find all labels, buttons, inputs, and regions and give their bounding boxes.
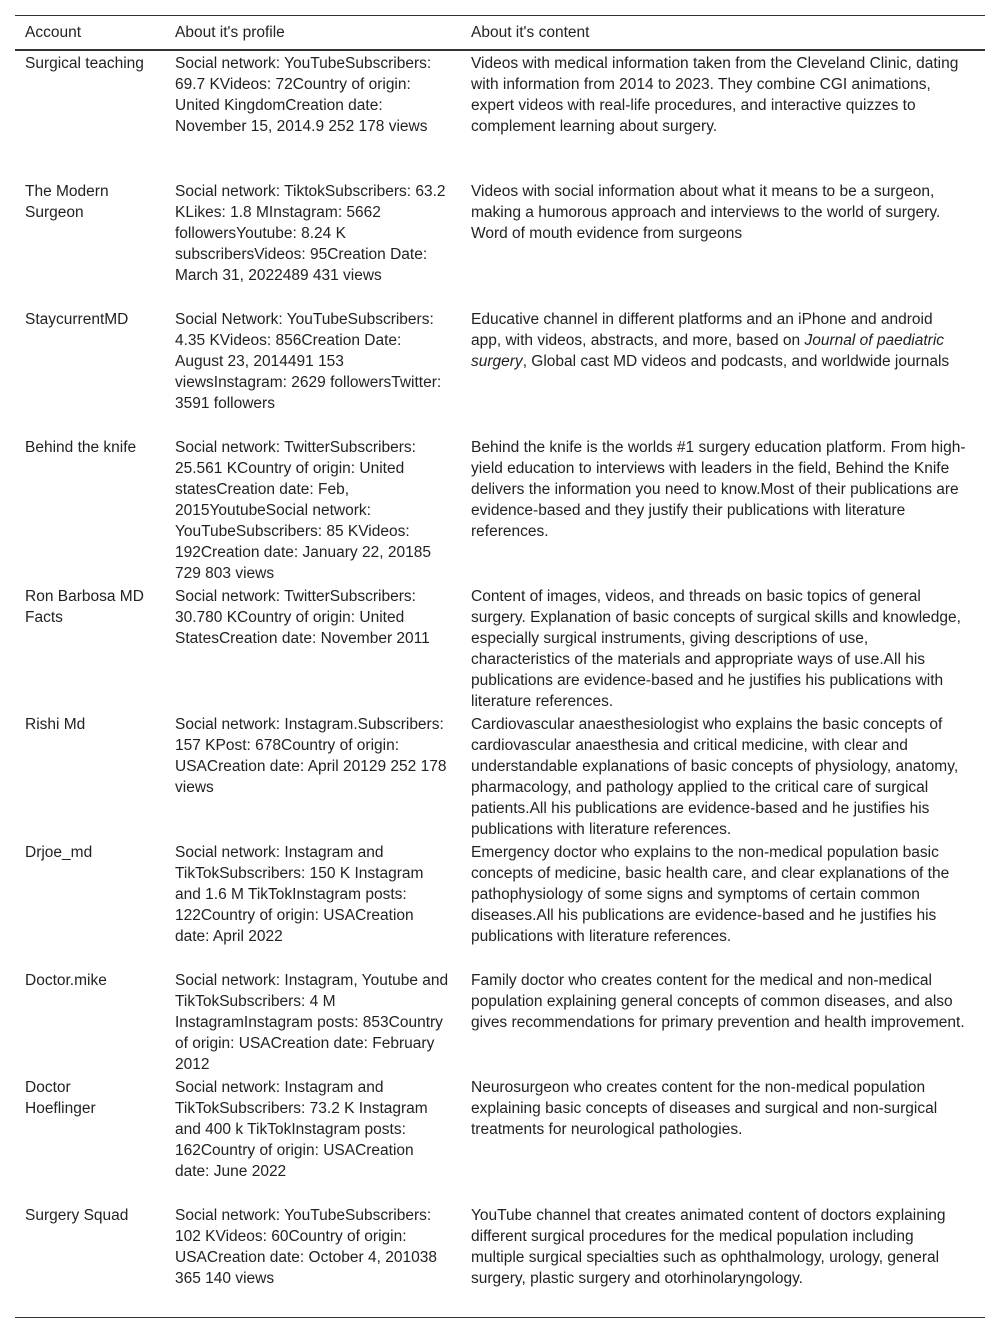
cell-content: Family doctor who creates content for the medical and non-medical population explaining general concepts of common diseases, and also gives recommendations for primary prevention and health improvement. bbox=[471, 972, 965, 1031]
table-body bbox=[15, 50, 985, 1318]
cell-content: Videos with social information about what it means to be a surgeon, making a humorous approach and interviews to the world of surgery. Word of mouth evidence from surgeons bbox=[471, 183, 941, 242]
cell-account: StaycurrentMD bbox=[25, 311, 129, 328]
cell-profile: Social network: Instagram and TikTokSubscribers: 73.2 K Instagram and 400 k TikTokInstagram posts: 162Country of origin: USACreation date: June 2022 bbox=[175, 1079, 428, 1180]
header-account: Account bbox=[25, 24, 82, 41]
journal-title: Journal of paediatric surgery bbox=[471, 332, 945, 370]
cell-account: Rishi Md bbox=[25, 716, 86, 733]
cell-content: Content of images, videos, and threads on basic topics of general surgery. Explanation of basic concepts of surgical skills and knowledge, especially surgical instruments, giving descriptions of use, characteristics of the materials and appropriate ways of use.All his publications are evidence-based and he justifies his publications with literature references. bbox=[471, 588, 961, 710]
cell-account: Drjoe_md bbox=[25, 844, 93, 861]
table-row bbox=[15, 840, 985, 968]
cell-account: Doctor.mike bbox=[25, 972, 107, 989]
cell-account: Behind the knife bbox=[25, 439, 137, 456]
accounts-table-container bbox=[15, 15, 985, 1318]
table-row bbox=[15, 50, 985, 179]
cell-content: Emergency doctor who explains to the non-medical population basic concepts of medicine, basic health care, and clear explanations of the pathophysiology of some signs and symptoms of certain common diseases.All his publications are evidence-based and he justifies his publications with literature references. bbox=[471, 844, 950, 945]
accounts-table bbox=[15, 15, 985, 1318]
table-row bbox=[15, 307, 985, 435]
table-row bbox=[15, 1075, 985, 1203]
cell-profile: Social network: Instagram, Youtube and TikTokSubscribers: 4 M InstagramInstagram posts: 853Country of origin: USACreation date: February 2012 bbox=[175, 972, 449, 1073]
cell-profile: Social Network: YouTubeSubscribers: 4.35 KVideos: 856Creation Date: August 23, 2014491 153 viewsInstagram: 2629 followersTwitter: 3591 followers bbox=[175, 311, 442, 412]
content-text-part: Educative channel in different platforms and an iPhone and android app, with videos, abstracts, and more, based on bbox=[471, 311, 933, 349]
cell-profile: Social network: Instagram and TikTokSubscribers: 150 K Instagram and 1.6 M TikTokInstagram posts: 122Country of origin: USACreation date: April 2022 bbox=[175, 844, 424, 945]
cell-content: Neurosurgeon who creates content for the non-medical population explaining basic concepts of diseases and surgical and non-surgical treatments for neurological pathologies. bbox=[471, 1079, 938, 1138]
cell-profile: Social network: Instagram.Subscribers: 157 KPost: 678Country of origin: USACreation date: April 20129 252 178 views bbox=[175, 716, 447, 796]
header-content: About it's content bbox=[471, 24, 590, 41]
cell-content: Videos with medical information taken from the Cleveland Clinic, dating with information from 2014 to 2023. They combine CGI animations, expert videos with real-life procedures, and interactive quizzes to complement learning about surgery. bbox=[471, 55, 959, 135]
cell-account: Surgery Squad bbox=[25, 1207, 129, 1224]
cell-content: Behind the knife is the worlds #1 surgery education platform. From high-yield education to interviews with leaders in the field, Behind the Knife delivers the information you need to know.Most of their publications are evidence-based and they justify their publications with literature references. bbox=[471, 439, 966, 540]
table-header bbox=[15, 16, 985, 51]
cell-account: Ron Barbosa MD Facts bbox=[25, 588, 144, 626]
table-row bbox=[15, 1203, 985, 1318]
table-row bbox=[15, 712, 985, 840]
cell-profile: Social network: TwitterSubscribers: 30.780 KCountry of origin: United StatesCreation date: November 2011 bbox=[175, 588, 430, 647]
cell-content: Cardiovascular anaesthesiologist who explains the basic concepts of cardiovascular anaesthesia and critical medicine, with clear and understandable explanations of basic concepts of physiology, anatomy, pharmacology, and pathology applied to the critical care of surgical patients.All his publications are evidence-based and he justifies his publications with literature references. bbox=[471, 716, 959, 838]
cell-content: YouTube channel that creates animated content of doctors explaining different surgical procedures for the medical population including multiple surgical specialties such as ophthalmology, urology, general surgery, plastic surgery and otorhinolaryngology. bbox=[471, 1207, 946, 1287]
cell-profile: Social network: TwitterSubscribers: 25.561 KCountry of origin: United statesCreation date: Feb, 2015YoutubeSocial network: YouTubeSubscribers: 85 KVideos: 192Creation date: January 22, 20185 729 803 views bbox=[175, 439, 431, 582]
cell-profile: Social network: YouTubeSubscribers: 102 KVideos: 60Country of origin: USACreation date: October 4, 201038 365 140 views bbox=[175, 1207, 437, 1287]
header-row bbox=[15, 16, 985, 51]
table-row bbox=[15, 435, 985, 584]
content-text-part: , Global cast MD videos and podcasts, and worldwide journals bbox=[522, 353, 950, 370]
cell-content bbox=[461, 307, 985, 435]
cell-profile: Social network: YouTubeSubscribers: 69.7 KVideos: 72Country of origin: United KingdomCreation date: November 15, 2014.9 252 178 views bbox=[175, 55, 432, 135]
cell-account: Surgical teaching bbox=[25, 55, 144, 72]
table-row bbox=[15, 968, 985, 1075]
cell-account: Doctor Hoeflinger bbox=[25, 1079, 96, 1117]
table-row bbox=[15, 179, 985, 307]
cell-profile: Social network: TiktokSubscribers: 63.2 KLikes: 1.8 MInstagram: 5662 followersYoutube: 8.24 K subscribersVideos: 95Creation Date: March 31, 2022489 431 views bbox=[175, 183, 446, 284]
header-profile: About it's profile bbox=[175, 24, 285, 41]
table-row bbox=[15, 584, 985, 712]
cell-account: The Modern Surgeon bbox=[25, 183, 109, 221]
